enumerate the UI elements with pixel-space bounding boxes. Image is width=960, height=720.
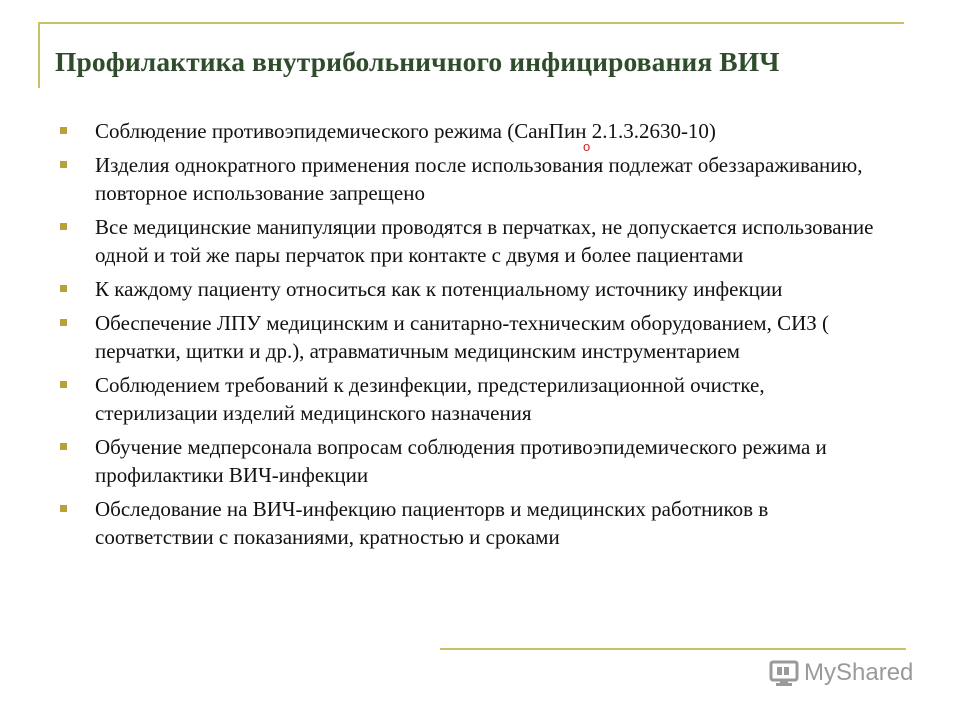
bullet-square-icon bbox=[60, 443, 67, 450]
myshared-logo-icon bbox=[768, 658, 800, 688]
bullet-item bbox=[60, 309, 880, 365]
bullet-square-icon bbox=[60, 381, 67, 388]
bullet-list bbox=[60, 117, 880, 557]
bullet-item bbox=[60, 213, 880, 269]
bullet-text: К каждому пациенту относиться как к потенциальному источнику инфекции bbox=[95, 277, 783, 301]
bullet-item bbox=[60, 433, 880, 489]
slide-title: Профилактика внутрибольничного инфицирования ВИЧ bbox=[55, 46, 780, 77]
stray-mark: о bbox=[583, 139, 591, 154]
bullet-text: Соблюдением требований к дезинфекции, предстерилизационной очистке, стерилизации изделий медицинского назначения bbox=[95, 373, 765, 425]
bullet-square-icon bbox=[60, 505, 67, 512]
bullet-square-icon bbox=[60, 223, 67, 230]
bullet-item bbox=[60, 117, 880, 145]
bullet-square-icon bbox=[60, 285, 67, 292]
left-rule bbox=[38, 22, 40, 88]
bullet-text: Все медицинские манипуляции проводятся в перчатках, не допускается использование одной и той же пары перчаток при контакте с двумя и более пациентами bbox=[95, 215, 874, 267]
bullet-text: Обеспечение ЛПУ медицинским и санитарно-техническим оборудованием, СИЗ ( перчатки, щитки и др.), атравматичным медицинским инструментарием bbox=[95, 311, 830, 363]
bullet-item bbox=[60, 495, 880, 551]
bullet-square-icon bbox=[60, 127, 67, 134]
watermark-text: MyShared bbox=[804, 659, 914, 686]
bullet-text: Обучение медперсонала вопросам соблюдения противоэпидемического режима и профилактики ВИЧ-инфекции bbox=[95, 435, 827, 487]
bullet-item bbox=[60, 371, 880, 427]
bottom-rule bbox=[440, 648, 906, 650]
top-rule bbox=[38, 22, 904, 24]
bullet-item bbox=[60, 151, 880, 207]
bullet-square-icon bbox=[60, 319, 67, 326]
bullet-text: Обследование на ВИЧ-инфекцию пациенторв и медицинских работников в соответствии с показаниями, кратностью и сроками bbox=[95, 497, 769, 549]
bullet-text: Изделия однократного применения после использования подлежат обеззараживанию, повторное использование запрещено bbox=[95, 153, 863, 205]
bullet-text: Соблюдение противоэпидемического режима (СанПин 2.1.3.2630-10) bbox=[95, 119, 716, 143]
watermark bbox=[768, 658, 913, 688]
bullet-square-icon bbox=[60, 161, 67, 168]
bullet-item bbox=[60, 275, 880, 303]
